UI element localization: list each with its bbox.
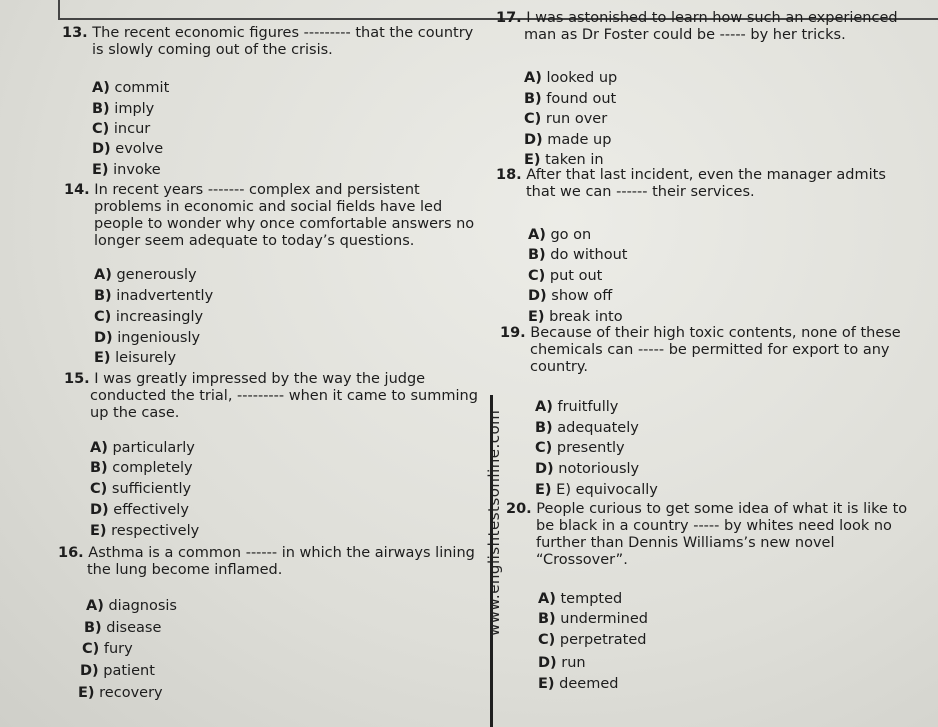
option[interactable]: A) generously (94, 267, 197, 283)
option[interactable]: E) break into (528, 309, 623, 325)
option[interactable]: D) made up (524, 132, 612, 148)
option[interactable]: C) put out (528, 268, 603, 284)
option[interactable]: D) evolve (92, 141, 164, 157)
option[interactable]: B) do without (528, 247, 628, 263)
option[interactable]: C) presently (535, 440, 625, 456)
question-14: 14. In recent years ------- complex and persistent problems in economic and social fields have led people to wonder why once comfortable answers no longer seem adequate to today’s questions. (64, 182, 475, 249)
option[interactable]: C) perpetrated (538, 632, 647, 648)
option[interactable]: B) imply (92, 101, 155, 117)
option[interactable]: D) show off (528, 288, 613, 304)
option[interactable]: E) leisurely (94, 350, 177, 366)
option[interactable]: E) recovery (78, 685, 163, 701)
option[interactable]: E) taken in (524, 152, 604, 168)
option[interactable]: C) sufficiently (90, 481, 192, 497)
option[interactable]: A) go on (528, 227, 592, 243)
question-13 (62, 25, 473, 59)
option[interactable]: E) deemed (538, 676, 619, 692)
option[interactable]: A) diagnosis (86, 598, 177, 614)
question-number: 13. (62, 25, 88, 41)
option[interactable]: C) increasingly (94, 309, 204, 325)
option[interactable]: E) invoke (92, 162, 161, 178)
option[interactable]: D) notoriously (535, 461, 640, 477)
option[interactable]: C) incur (92, 121, 151, 137)
option[interactable]: C) run over (524, 111, 608, 127)
question-text: The recent economic figures --------- that the country (92, 25, 474, 41)
option[interactable]: C) fury (82, 641, 133, 657)
option[interactable]: D) ingeniously (94, 330, 201, 346)
option[interactable]: B) found out (524, 91, 617, 107)
question-15: 15. I was greatly impressed by the way the judge conducted the trial, --------- when it came to summing up the case. (64, 371, 478, 421)
question-text: is slowly coming out of the crisis. (92, 42, 333, 58)
option[interactable]: A) particularly (90, 440, 195, 456)
option[interactable]: B) undermined (538, 611, 648, 627)
option[interactable]: B) inadvertently (94, 288, 214, 304)
question-18: 18. After that last incident, even the manager admits that we can ------ their services. (496, 167, 886, 200)
option[interactable]: B) disease (84, 620, 162, 636)
question-17: 17. I was astonished to learn how such an experienced man as Dr Foster could be ----- by her tricks. (496, 10, 898, 43)
option[interactable]: B) completely (90, 460, 193, 476)
question-20: 20. People curious to get some idea of what it is like to be black in a country ----- by whites need look no further than Dennis Williams’s new novel “Crossover”. (506, 501, 908, 568)
option[interactable]: D) effectively (90, 502, 189, 518)
option[interactable]: A) commit (92, 80, 170, 96)
option[interactable]: E) respectively (90, 523, 200, 539)
option[interactable]: E) E) equivocally (535, 482, 658, 498)
option[interactable]: A) fruitfully (535, 399, 619, 415)
option[interactable]: A) looked up (524, 70, 618, 86)
question-19: 19. Because of their high toxic contents, none of these chemicals can ----- be permitted for export to any country. (500, 325, 901, 375)
question-16: 16. Asthma is a common ------ in which the airways lining the lung become inflamed. (58, 545, 475, 578)
watermark: www.englishtestsonline.com (485, 409, 503, 636)
option[interactable]: A) tempted (538, 591, 623, 607)
option[interactable]: D) patient (80, 663, 155, 679)
option[interactable]: B) adequately (535, 420, 639, 436)
option[interactable]: D) run (538, 655, 586, 671)
